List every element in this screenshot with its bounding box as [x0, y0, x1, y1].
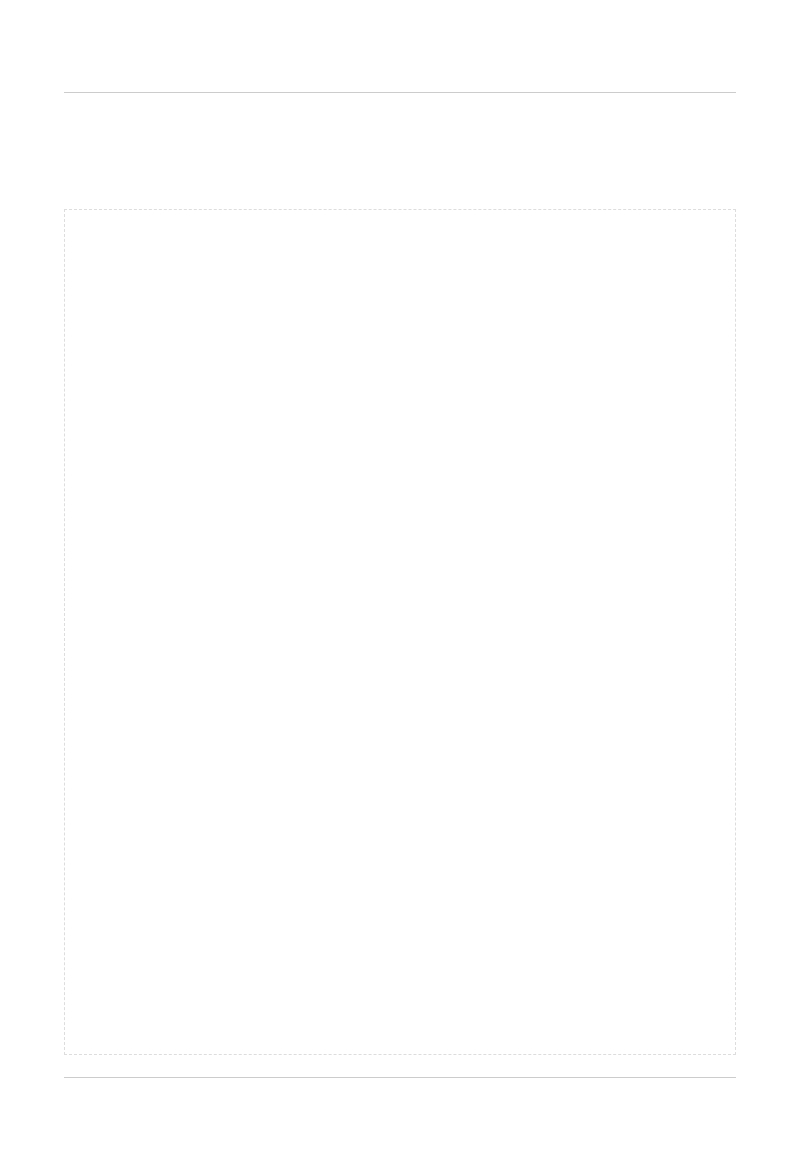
page-header	[64, 56, 736, 93]
page-subtitle	[64, 167, 736, 187]
body-text	[64, 209, 736, 1055]
page-footer	[64, 1077, 736, 1108]
page-title	[64, 115, 736, 145]
